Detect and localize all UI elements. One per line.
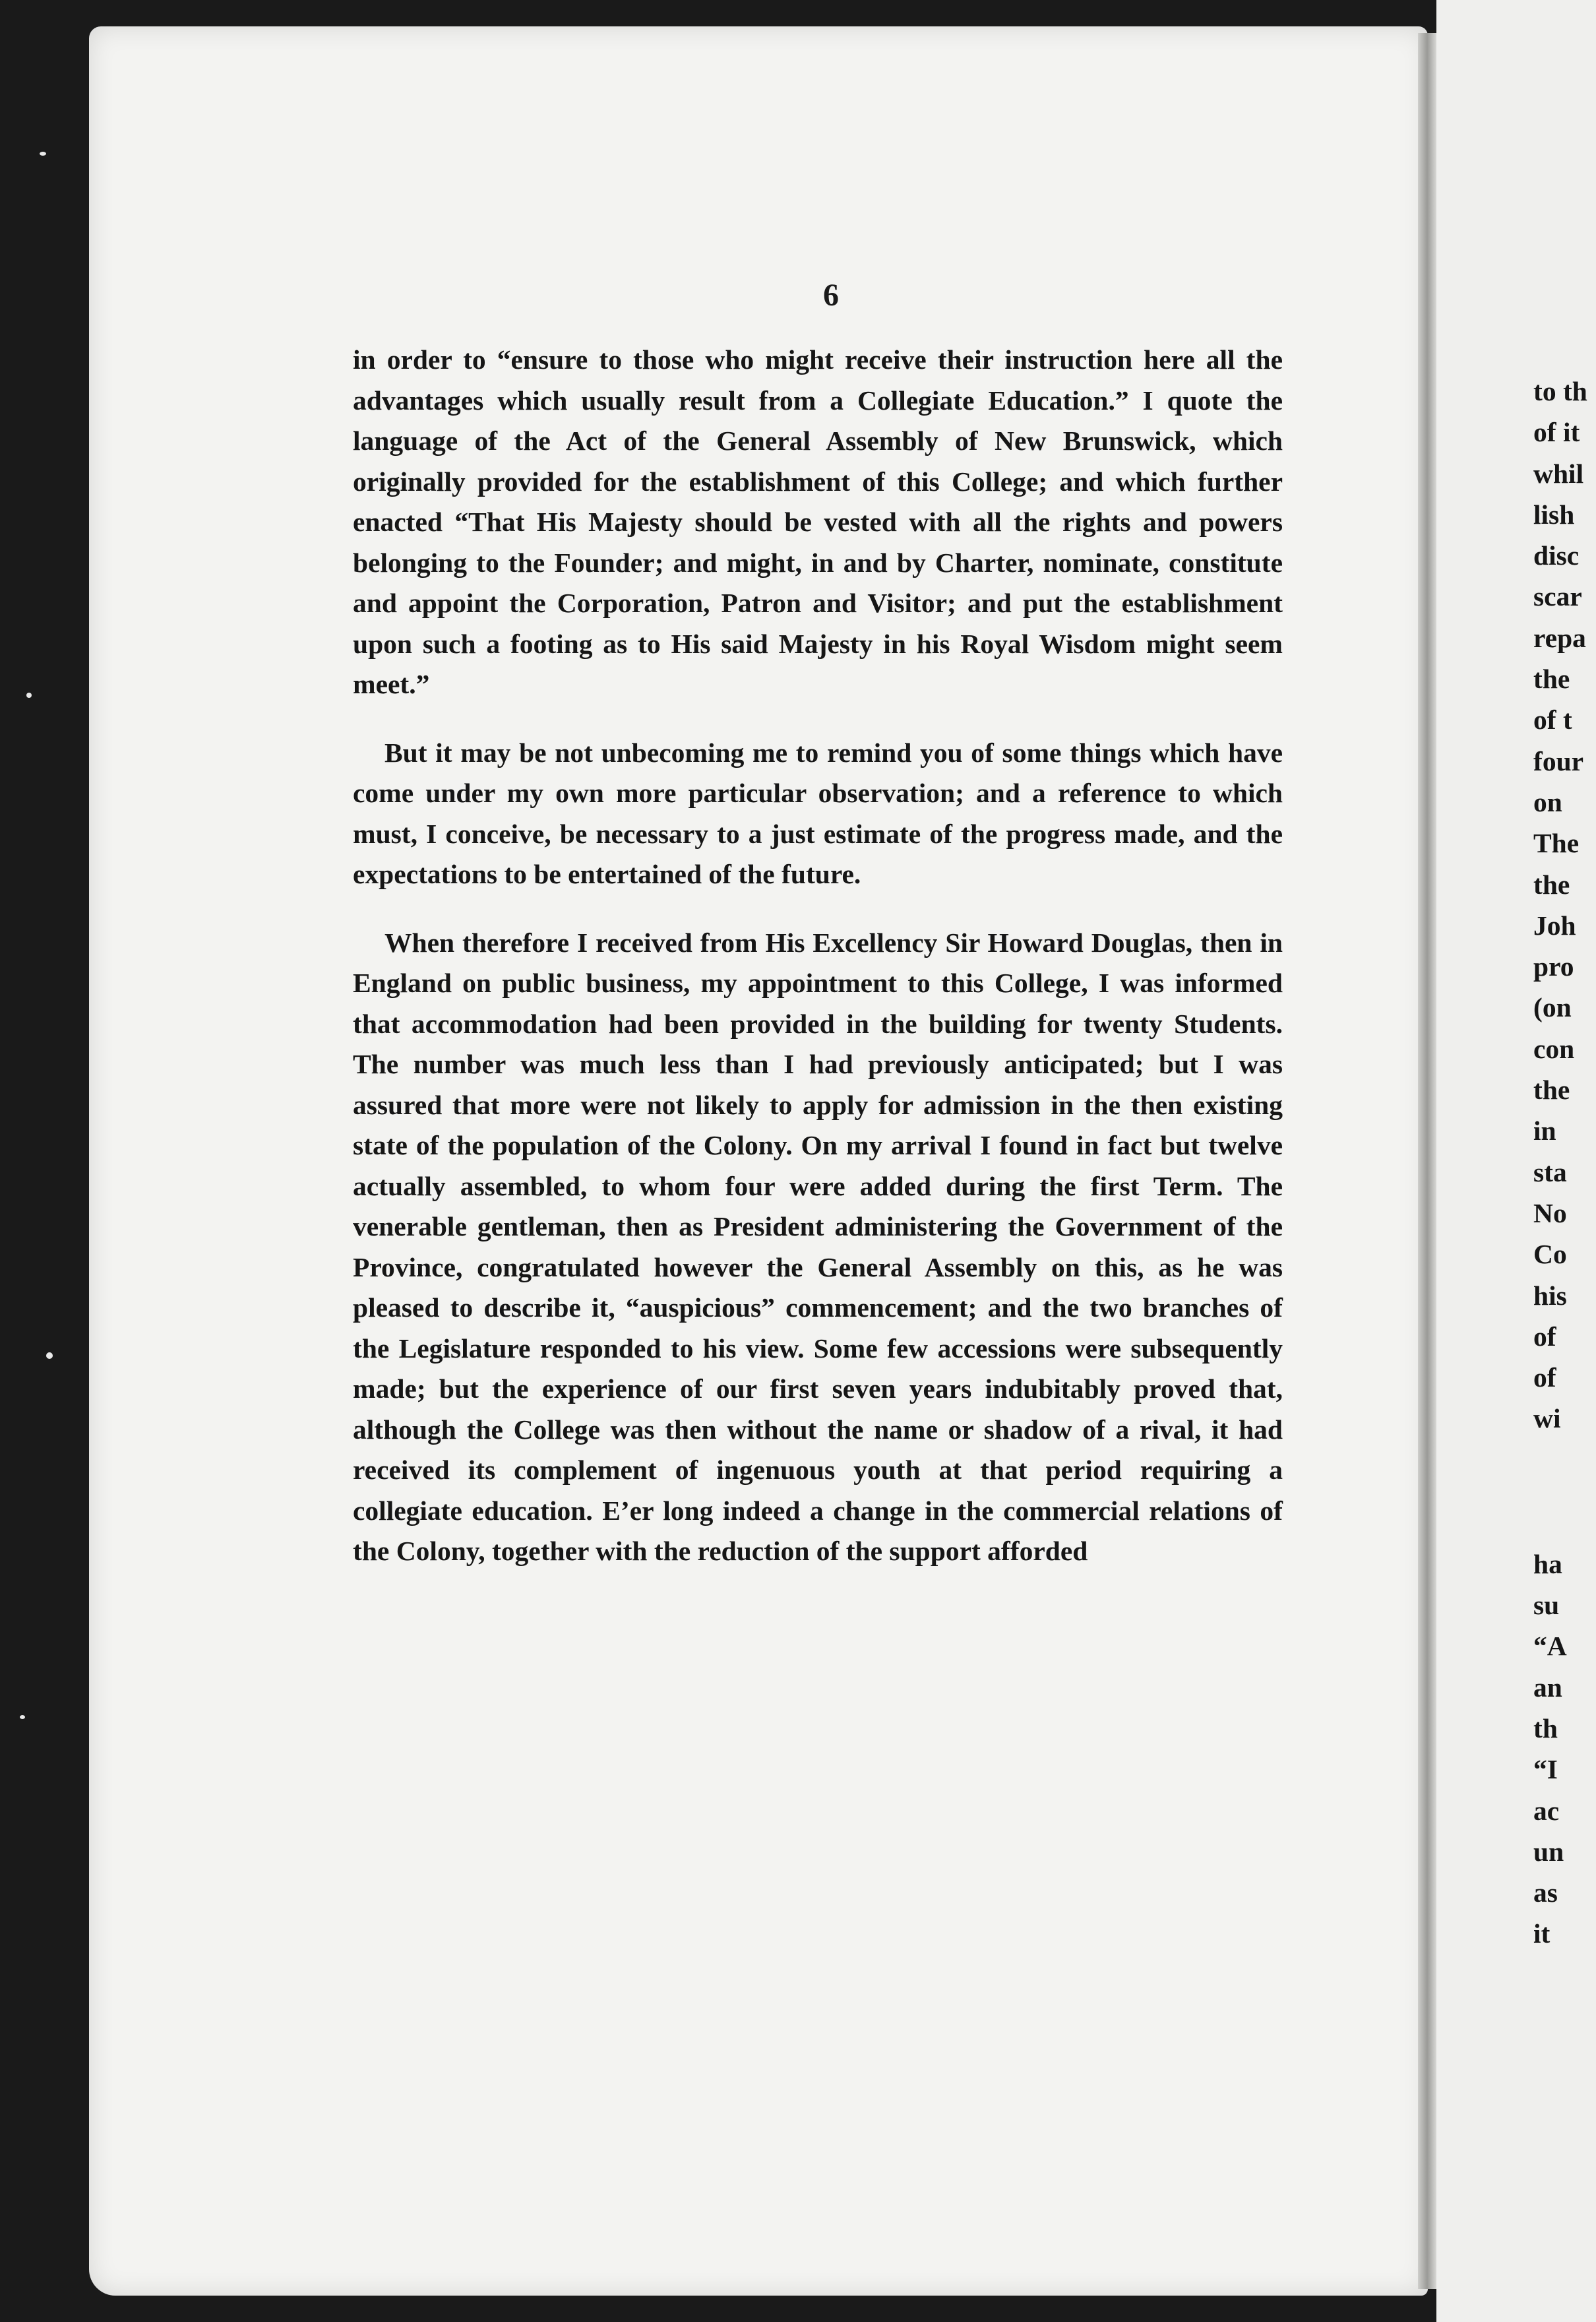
- facing-page-fragment: “I: [1533, 1754, 1558, 1785]
- facing-page-fragment: an: [1533, 1672, 1562, 1703]
- facing-page-fragment: Co: [1533, 1239, 1567, 1270]
- facing-page-fragment: lish: [1533, 499, 1575, 530]
- facing-page-fragment: of: [1533, 1321, 1556, 1352]
- facing-page-fragment: to th: [1533, 376, 1587, 406]
- facing-page-fragment: four: [1533, 745, 1584, 776]
- facing-page-gap: [1533, 1439, 1596, 1544]
- facing-page-fragment: The: [1533, 828, 1580, 859]
- scan-speck: [46, 1352, 53, 1359]
- facing-page-fragment: ac: [1533, 1795, 1560, 1826]
- page-body-text: [353, 340, 1283, 1572]
- paragraph-3: When therefore I received from His Excellency Sir Howard Douglas, then in England on public business, my appointment to this College, I was informed that accommodation had been provided in the building for twenty Students. The number was much less than I had previously anticipated; but I was assured that more were not likely to apply for admission in the then existing state of the population of the Colony. On my arrival I found in fact but twelve actually assembled, to whom four were added during the first Term. The venerable gentleman, then as President administering the Government of the Province, congratulated however the General Assembly on this, as he was pleased to describe it, “auspicious” commencement; and the two branches of the Legislature responded to his view. Some few accessions were subsequently made; but the experience of our first seven years indubitably proved that, although the College was then without the name or shadow of a rival, it had received its complement of ingenuous youth at that period requiring a collegiate education. E’er long indeed a change in the commercial relations of the Colony, together with the reduction of the support afforded: [353, 927, 1283, 1566]
- facing-page-fragment: of: [1533, 1362, 1556, 1393]
- scan-speck: [26, 693, 32, 698]
- facing-page-fragment: the: [1533, 1075, 1570, 1106]
- facing-page-fragment: su: [1533, 1590, 1560, 1621]
- facing-page-fragment: No: [1533, 1197, 1567, 1228]
- facing-page-fragment: wi: [1533, 1403, 1561, 1434]
- scan-speck: [40, 152, 46, 156]
- facing-page-fragment: whil: [1533, 458, 1584, 489]
- scan-speck: [20, 1715, 25, 1719]
- facing-page-fragment: his: [1533, 1280, 1567, 1311]
- facing-page-fragment: Joh: [1533, 910, 1576, 941]
- facing-page-fragment: as: [1533, 1877, 1558, 1908]
- facing-page-fragment: “A: [1533, 1631, 1567, 1662]
- facing-page-fragment: repa: [1533, 622, 1586, 653]
- facing-page-fragment: disc: [1533, 540, 1580, 571]
- facing-page-fragment: the: [1533, 869, 1570, 900]
- facing-page-fragment: ha: [1533, 1548, 1562, 1579]
- paragraph-2: But it may be not unbecoming me to remind you of some things which have come under my own more particular observation; and a reference to which must, I conceive, be necessary to a just estimate of the progress made, and the expectations to be entertained of the future.: [353, 737, 1283, 889]
- facing-page-fragment: sta: [1533, 1156, 1567, 1187]
- facing-page-text-fragments: [1533, 371, 1596, 1955]
- page-number: 6: [823, 278, 839, 313]
- facing-page-fragment: scar: [1533, 581, 1582, 612]
- facing-page-fragment: con: [1533, 1033, 1575, 1064]
- page-gutter: [1418, 33, 1436, 2289]
- facing-page-fragment: of t: [1533, 705, 1572, 736]
- facing-page-fragment: th: [1533, 1712, 1558, 1743]
- facing-page-fragment: (on: [1533, 992, 1572, 1023]
- facing-page-fragment: pro: [1533, 951, 1574, 982]
- paragraph-1: in order to “ensure to those who might receive their instruction here all the advantages which usually result from a Collegiate Education.” I quote the language of the Act of the General Assembly of New Brunswick, which originally provided for the establishment of this College; and which further enacted “That His Majesty should be vested with all the rights and powers belonging to the Founder; and might, in and by Charter, nominate, constitute and appoint the Corporation, Patron and Visitor; and put the establishment upon such a footing as to His said Majesty in his Royal Wisdom might seem meet.”: [353, 344, 1283, 699]
- facing-page-fragment: of it: [1533, 417, 1580, 448]
- facing-page-fragment: on: [1533, 786, 1562, 817]
- facing-page-fragment: un: [1533, 1836, 1564, 1867]
- facing-page-fragment: the: [1533, 664, 1570, 695]
- facing-page-fragment: it: [1533, 1918, 1550, 1949]
- facing-page-fragment: in: [1533, 1115, 1556, 1146]
